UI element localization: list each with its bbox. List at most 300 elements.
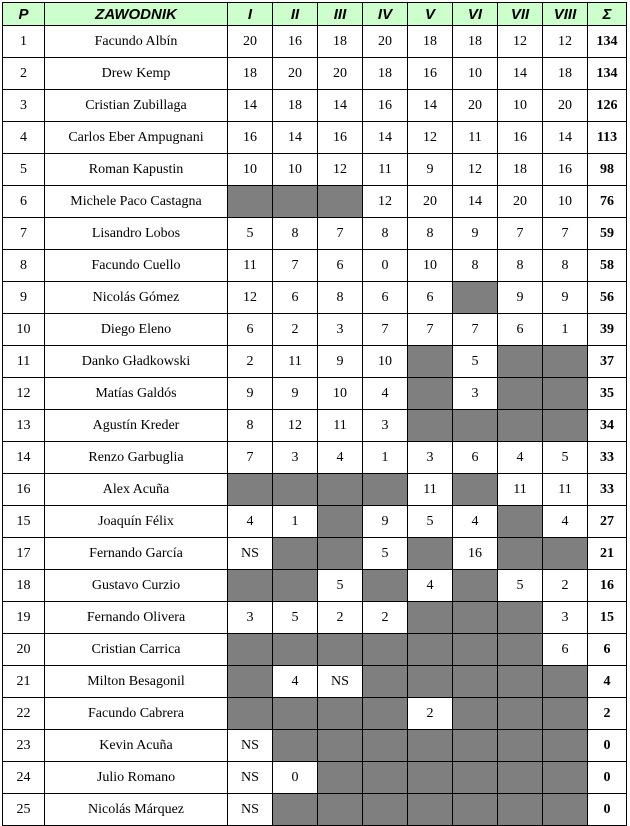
empty-round-cell [363, 570, 408, 602]
empty-round-cell [543, 346, 588, 378]
empty-round-cell [453, 794, 498, 826]
round-score-cell: 18 [363, 58, 408, 90]
round-score-cell: 6 [318, 250, 363, 282]
rider-name-cell: Agustín Kreder [45, 410, 228, 442]
empty-round-cell [498, 698, 543, 730]
position-cell: 6 [3, 186, 45, 218]
empty-round-cell [453, 602, 498, 634]
header-round-6: VI [453, 3, 498, 26]
total-cell: 126 [588, 90, 627, 122]
round-score-cell: 2 [363, 602, 408, 634]
round-score-cell: NS [228, 794, 273, 826]
round-score-cell: 12 [498, 26, 543, 58]
round-score-cell: 18 [543, 58, 588, 90]
round-score-cell: 16 [318, 122, 363, 154]
round-score-cell: 5 [363, 538, 408, 570]
position-cell: 13 [3, 410, 45, 442]
round-score-cell: 9 [228, 378, 273, 410]
empty-round-cell [498, 762, 543, 794]
empty-round-cell [273, 730, 318, 762]
table-row [3, 538, 627, 570]
round-score-cell: 20 [408, 186, 453, 218]
table-row [3, 762, 627, 794]
rider-name-cell: Danko Gładkowski [45, 346, 228, 378]
round-score-cell: 8 [273, 218, 318, 250]
table-row [3, 634, 627, 666]
rider-name-cell: Roman Kapustin [45, 154, 228, 186]
total-cell: 37 [588, 346, 627, 378]
header-round-2: II [273, 3, 318, 26]
rider-name-cell: Lisandro Lobos [45, 218, 228, 250]
empty-round-cell [228, 474, 273, 506]
table-row [3, 698, 627, 730]
header-round-4: IV [363, 3, 408, 26]
empty-round-cell [453, 730, 498, 762]
round-score-cell: 18 [498, 154, 543, 186]
header-round-1: I [228, 3, 273, 26]
table-row [3, 378, 627, 410]
round-score-cell: 6 [363, 282, 408, 314]
round-score-cell: 8 [453, 250, 498, 282]
round-score-cell: 20 [228, 26, 273, 58]
rider-name-cell: Kevin Acuña [45, 730, 228, 762]
rider-name-cell: Fernando García [45, 538, 228, 570]
round-score-cell: 16 [363, 90, 408, 122]
empty-round-cell [318, 794, 363, 826]
empty-round-cell [453, 570, 498, 602]
total-cell: 98 [588, 154, 627, 186]
empty-round-cell [498, 666, 543, 698]
total-cell: 0 [588, 762, 627, 794]
rider-name-cell: Cristian Zubillaga [45, 90, 228, 122]
round-score-cell: 7 [273, 250, 318, 282]
round-score-cell: 12 [228, 282, 273, 314]
position-cell: 2 [3, 58, 45, 90]
header-round-3: III [318, 3, 363, 26]
round-score-cell: 5 [408, 506, 453, 538]
total-cell: 58 [588, 250, 627, 282]
standings-table [2, 2, 627, 826]
table-row [3, 314, 627, 346]
round-score-cell: 12 [543, 26, 588, 58]
round-score-cell: 20 [543, 90, 588, 122]
round-score-cell: 20 [498, 186, 543, 218]
empty-round-cell [318, 698, 363, 730]
round-score-cell: 4 [228, 506, 273, 538]
rider-name-cell: Julio Romano [45, 762, 228, 794]
empty-round-cell [543, 730, 588, 762]
total-cell: 16 [588, 570, 627, 602]
empty-round-cell [228, 634, 273, 666]
total-cell: 39 [588, 314, 627, 346]
round-score-cell: NS [228, 762, 273, 794]
round-score-cell: 18 [408, 26, 453, 58]
round-score-cell: 3 [408, 442, 453, 474]
header-position: P [3, 3, 45, 26]
round-score-cell: 5 [543, 442, 588, 474]
total-cell: 76 [588, 186, 627, 218]
rider-name-cell: Nicolás Gómez [45, 282, 228, 314]
round-score-cell: 5 [498, 570, 543, 602]
round-score-cell: 3 [543, 602, 588, 634]
rider-name-cell: Facundo Cuello [45, 250, 228, 282]
table-row [3, 90, 627, 122]
round-score-cell: 11 [498, 474, 543, 506]
empty-round-cell [363, 698, 408, 730]
empty-round-cell [498, 346, 543, 378]
empty-round-cell [408, 794, 453, 826]
position-cell: 1 [3, 26, 45, 58]
rider-name-cell: Fernando Olivera [45, 602, 228, 634]
round-score-cell: 18 [453, 26, 498, 58]
round-score-cell: 7 [543, 218, 588, 250]
round-score-cell: 14 [363, 122, 408, 154]
round-score-cell: 20 [453, 90, 498, 122]
round-score-cell: 9 [273, 378, 318, 410]
empty-round-cell [543, 698, 588, 730]
empty-round-cell [363, 474, 408, 506]
table-row [3, 186, 627, 218]
round-score-cell: 8 [408, 218, 453, 250]
table-row [3, 250, 627, 282]
round-score-cell: 8 [318, 282, 363, 314]
round-score-cell: 16 [408, 58, 453, 90]
table-row [3, 410, 627, 442]
empty-round-cell [498, 538, 543, 570]
empty-round-cell [498, 410, 543, 442]
empty-round-cell [273, 570, 318, 602]
round-score-cell: 10 [543, 186, 588, 218]
position-cell: 16 [3, 474, 45, 506]
empty-round-cell [543, 410, 588, 442]
round-score-cell: 16 [543, 154, 588, 186]
empty-round-cell [453, 474, 498, 506]
position-cell: 25 [3, 794, 45, 826]
round-score-cell: 4 [363, 378, 408, 410]
empty-round-cell [318, 538, 363, 570]
position-cell: 10 [3, 314, 45, 346]
round-score-cell: 7 [408, 314, 453, 346]
position-cell: 24 [3, 762, 45, 794]
total-cell: 35 [588, 378, 627, 410]
empty-round-cell [273, 698, 318, 730]
round-score-cell: NS [228, 538, 273, 570]
round-score-cell: 16 [273, 26, 318, 58]
round-score-cell: 7 [363, 314, 408, 346]
round-score-cell: 12 [273, 410, 318, 442]
table-row [3, 794, 627, 826]
rider-name-cell: Drew Kemp [45, 58, 228, 90]
round-score-cell: 7 [318, 218, 363, 250]
round-score-cell: 12 [408, 122, 453, 154]
table-row [3, 666, 627, 698]
total-cell: 33 [588, 442, 627, 474]
empty-round-cell [498, 634, 543, 666]
empty-round-cell [453, 666, 498, 698]
round-score-cell: 14 [498, 58, 543, 90]
round-score-cell: 5 [453, 346, 498, 378]
position-cell: 19 [3, 602, 45, 634]
empty-round-cell [408, 410, 453, 442]
empty-round-cell [408, 762, 453, 794]
header-rider: ZAWODNIK [45, 3, 228, 26]
empty-round-cell [408, 346, 453, 378]
rider-name-cell: Facundo Cabrera [45, 698, 228, 730]
empty-round-cell [228, 666, 273, 698]
round-score-cell: 11 [453, 122, 498, 154]
round-score-cell: NS [318, 666, 363, 698]
rider-name-cell: Carlos Eber Ampugnani [45, 122, 228, 154]
empty-round-cell [363, 762, 408, 794]
table-row [3, 154, 627, 186]
round-score-cell: 5 [228, 218, 273, 250]
empty-round-cell [408, 538, 453, 570]
round-score-cell: 5 [318, 570, 363, 602]
empty-round-cell [543, 794, 588, 826]
empty-round-cell [318, 762, 363, 794]
empty-round-cell [498, 602, 543, 634]
round-score-cell: 3 [318, 314, 363, 346]
total-cell: 27 [588, 506, 627, 538]
empty-round-cell [273, 186, 318, 218]
round-score-cell: 7 [228, 442, 273, 474]
round-score-cell: 11 [273, 346, 318, 378]
empty-round-cell [543, 378, 588, 410]
round-score-cell: 4 [318, 442, 363, 474]
rider-name-cell: Michele Paco Castagna [45, 186, 228, 218]
table-row [3, 474, 627, 506]
empty-round-cell [318, 730, 363, 762]
rider-name-cell: Gustavo Curzio [45, 570, 228, 602]
round-score-cell: 11 [408, 474, 453, 506]
position-cell: 11 [3, 346, 45, 378]
table-row [3, 26, 627, 58]
round-score-cell: 18 [318, 26, 363, 58]
round-score-cell: 8 [363, 218, 408, 250]
round-score-cell: 14 [543, 122, 588, 154]
round-score-cell: 1 [273, 506, 318, 538]
round-score-cell: 8 [498, 250, 543, 282]
round-score-cell: 9 [318, 346, 363, 378]
position-cell: 21 [3, 666, 45, 698]
empty-round-cell [273, 538, 318, 570]
round-score-cell: 12 [453, 154, 498, 186]
round-score-cell: 14 [273, 122, 318, 154]
round-score-cell: 12 [363, 186, 408, 218]
empty-round-cell [543, 762, 588, 794]
rider-name-cell: Joaquín Félix [45, 506, 228, 538]
total-cell: 21 [588, 538, 627, 570]
round-score-cell: 4 [408, 570, 453, 602]
round-score-cell: 10 [408, 250, 453, 282]
table-row [3, 730, 627, 762]
empty-round-cell [363, 634, 408, 666]
round-score-cell: 3 [453, 378, 498, 410]
total-cell: 6 [588, 634, 627, 666]
round-score-cell: 0 [273, 762, 318, 794]
round-score-cell: 11 [543, 474, 588, 506]
round-score-cell: NS [228, 730, 273, 762]
header-total: Σ [588, 3, 627, 26]
empty-round-cell [498, 730, 543, 762]
round-score-cell: 6 [228, 314, 273, 346]
round-score-cell: 18 [228, 58, 273, 90]
total-cell: 56 [588, 282, 627, 314]
round-score-cell: 2 [543, 570, 588, 602]
position-cell: 12 [3, 378, 45, 410]
empty-round-cell [363, 794, 408, 826]
empty-round-cell [363, 730, 408, 762]
round-score-cell: 6 [498, 314, 543, 346]
round-score-cell: 14 [318, 90, 363, 122]
round-score-cell: 14 [228, 90, 273, 122]
position-cell: 18 [3, 570, 45, 602]
empty-round-cell [318, 506, 363, 538]
standings-body [3, 26, 627, 826]
empty-round-cell [453, 698, 498, 730]
rider-name-cell: Facundo Albín [45, 26, 228, 58]
round-score-cell: 10 [363, 346, 408, 378]
round-score-cell: 14 [408, 90, 453, 122]
empty-round-cell [453, 282, 498, 314]
round-score-cell: 2 [318, 602, 363, 634]
rider-name-cell: Matías Galdós [45, 378, 228, 410]
round-score-cell: 12 [318, 154, 363, 186]
round-score-cell: 9 [363, 506, 408, 538]
round-score-cell: 3 [273, 442, 318, 474]
empty-round-cell [498, 506, 543, 538]
round-score-cell: 3 [363, 410, 408, 442]
round-score-cell: 5 [273, 602, 318, 634]
total-cell: 0 [588, 794, 627, 826]
rider-name-cell: Cristian Carrica [45, 634, 228, 666]
rider-name-cell: Renzo Garbuglia [45, 442, 228, 474]
total-cell: 33 [588, 474, 627, 506]
total-cell: 113 [588, 122, 627, 154]
round-score-cell: 0 [363, 250, 408, 282]
empty-round-cell [318, 186, 363, 218]
round-score-cell: 11 [318, 410, 363, 442]
empty-round-cell [273, 794, 318, 826]
total-cell: 59 [588, 218, 627, 250]
empty-round-cell [228, 570, 273, 602]
empty-round-cell [408, 666, 453, 698]
round-score-cell: 9 [543, 282, 588, 314]
round-score-cell: 2 [273, 314, 318, 346]
round-score-cell: 8 [228, 410, 273, 442]
round-score-cell: 16 [498, 122, 543, 154]
empty-round-cell [453, 634, 498, 666]
round-score-cell: 18 [273, 90, 318, 122]
round-score-cell: 20 [273, 58, 318, 90]
total-cell: 15 [588, 602, 627, 634]
round-score-cell: 20 [318, 58, 363, 90]
total-cell: 134 [588, 26, 627, 58]
empty-round-cell [408, 378, 453, 410]
round-score-cell: 4 [453, 506, 498, 538]
empty-round-cell [498, 794, 543, 826]
round-score-cell: 8 [543, 250, 588, 282]
empty-round-cell [408, 730, 453, 762]
round-score-cell: 10 [273, 154, 318, 186]
rider-name-cell: Milton Besagonil [45, 666, 228, 698]
round-score-cell: 1 [363, 442, 408, 474]
header-row [3, 3, 627, 26]
empty-round-cell [318, 634, 363, 666]
round-score-cell: 6 [453, 442, 498, 474]
empty-round-cell [363, 666, 408, 698]
empty-round-cell [543, 666, 588, 698]
position-cell: 4 [3, 122, 45, 154]
empty-round-cell [453, 410, 498, 442]
round-score-cell: 9 [498, 282, 543, 314]
round-score-cell: 11 [363, 154, 408, 186]
round-score-cell: 10 [318, 378, 363, 410]
round-score-cell: 7 [498, 218, 543, 250]
round-score-cell: 6 [273, 282, 318, 314]
rider-name-cell: Diego Eleno [45, 314, 228, 346]
table-row [3, 218, 627, 250]
total-cell: 0 [588, 730, 627, 762]
table-row [3, 58, 627, 90]
empty-round-cell [408, 602, 453, 634]
round-score-cell: 14 [453, 186, 498, 218]
round-score-cell: 10 [453, 58, 498, 90]
position-cell: 9 [3, 282, 45, 314]
round-score-cell: 4 [543, 506, 588, 538]
table-row [3, 506, 627, 538]
round-score-cell: 6 [408, 282, 453, 314]
round-score-cell: 10 [498, 90, 543, 122]
round-score-cell: 9 [453, 218, 498, 250]
total-cell: 134 [588, 58, 627, 90]
empty-round-cell [228, 698, 273, 730]
table-row [3, 122, 627, 154]
round-score-cell: 6 [543, 634, 588, 666]
round-score-cell: 2 [408, 698, 453, 730]
table-row [3, 442, 627, 474]
position-cell: 5 [3, 154, 45, 186]
table-row [3, 282, 627, 314]
total-cell: 34 [588, 410, 627, 442]
round-score-cell: 20 [363, 26, 408, 58]
header-round-8: VIII [543, 3, 588, 26]
empty-round-cell [543, 538, 588, 570]
empty-round-cell [408, 634, 453, 666]
round-score-cell: 1 [543, 314, 588, 346]
empty-round-cell [498, 378, 543, 410]
empty-round-cell [318, 474, 363, 506]
round-score-cell: 9 [408, 154, 453, 186]
round-score-cell: 11 [228, 250, 273, 282]
position-cell: 20 [3, 634, 45, 666]
total-cell: 4 [588, 666, 627, 698]
position-cell: 14 [3, 442, 45, 474]
empty-round-cell [453, 762, 498, 794]
table-row [3, 570, 627, 602]
round-score-cell: 16 [453, 538, 498, 570]
empty-round-cell [273, 474, 318, 506]
empty-round-cell [228, 186, 273, 218]
position-cell: 3 [3, 90, 45, 122]
round-score-cell: 16 [228, 122, 273, 154]
round-score-cell: 4 [498, 442, 543, 474]
position-cell: 15 [3, 506, 45, 538]
table-row [3, 346, 627, 378]
empty-round-cell [273, 634, 318, 666]
round-score-cell: 3 [228, 602, 273, 634]
position-cell: 23 [3, 730, 45, 762]
